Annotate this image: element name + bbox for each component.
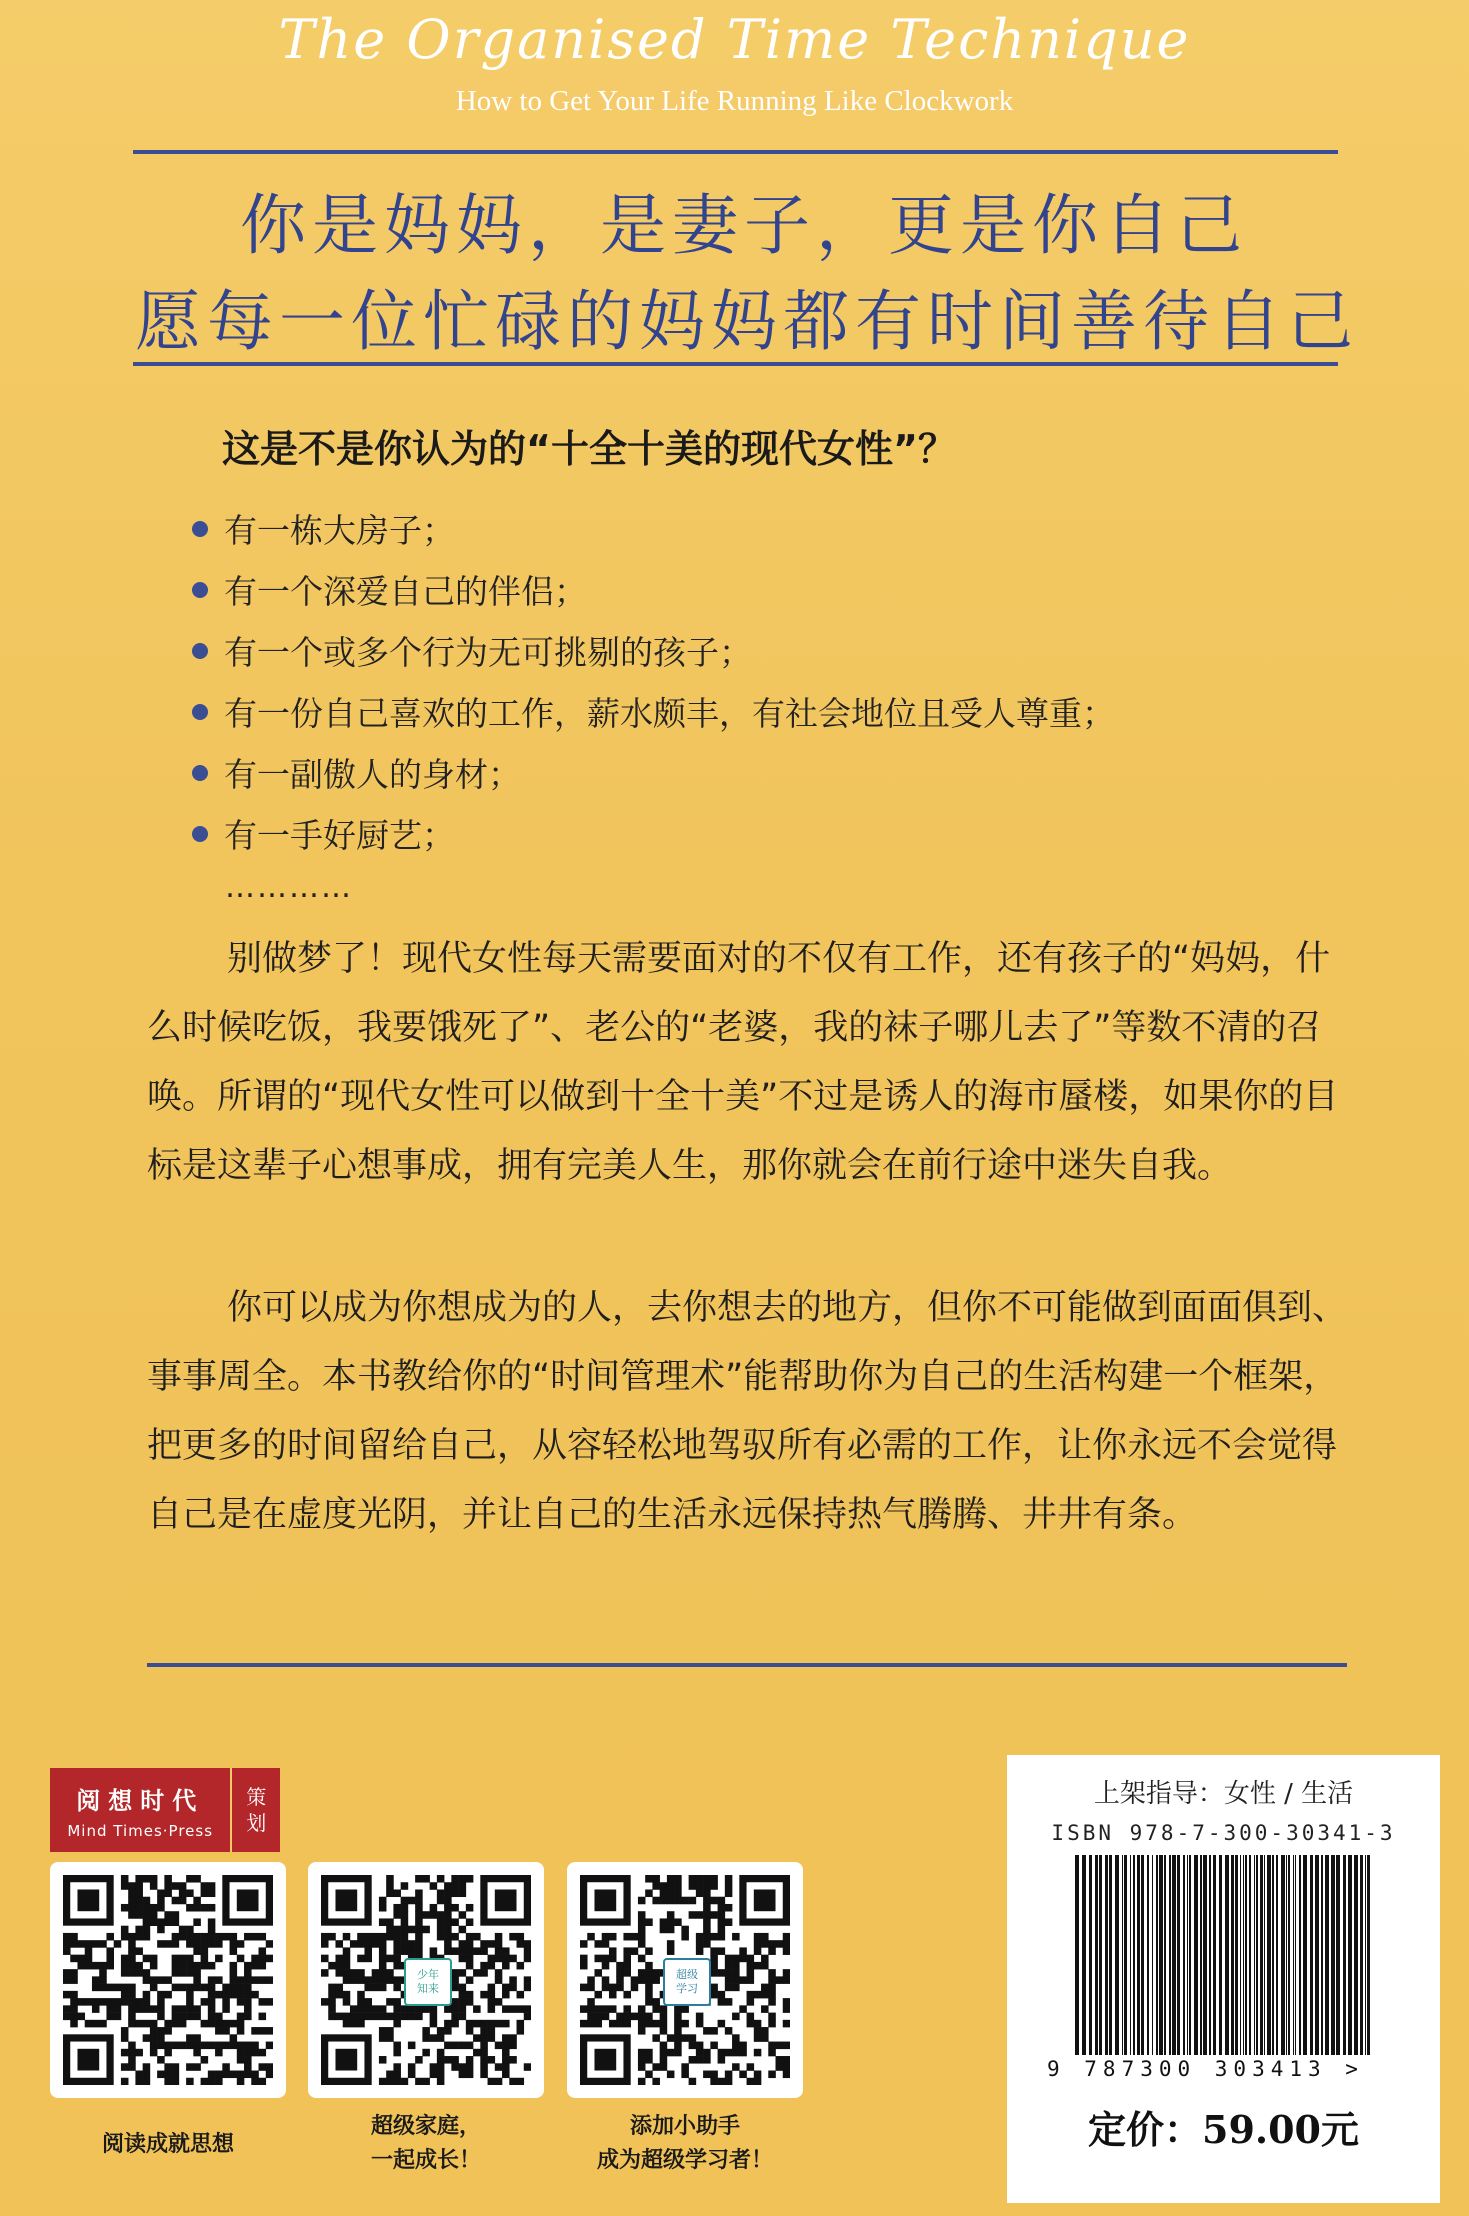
english-title: The Organised Time Technique <box>278 8 1191 71</box>
publisher-logo <box>50 1768 280 1852</box>
list-item: 有一副傲人的身材； <box>192 742 1342 803</box>
list-item: 有一栋大房子； <box>192 498 1342 559</box>
bullet-dot-icon <box>192 765 208 781</box>
qr-code-card[interactable] <box>308 1862 544 2098</box>
publisher-name-en: Mind Times·Press <box>67 1821 214 1840</box>
list-item: 有一份自己喜欢的工作，薪水颇丰，有社会地位且受人尊重； <box>192 681 1342 742</box>
shelf-guide: 上架指导：女性 / 生活 <box>1093 1779 1354 1809</box>
qr-code-card[interactable] <box>567 1862 803 2098</box>
headline-line-1: 你是妈妈，是妻子，更是你自己 <box>240 187 1248 264</box>
isbn-text: ISBN 978-7-300-30341-3 <box>1051 1821 1396 1845</box>
qr-caption: 超级家庭， 一起成长！ <box>370 2114 481 2173</box>
headline-line-2: 愿每一位忙碌的妈妈都有时间善待自己 <box>135 283 1359 360</box>
bullet-dot-icon <box>192 521 208 537</box>
publisher-role-char: 策 <box>246 1785 267 1809</box>
qr-caption: 添加小助手 成为超级学习者！ <box>596 2114 773 2173</box>
bullet-dot-icon <box>192 704 208 720</box>
list-item: 有一手好厨艺； <box>192 803 1342 864</box>
bullet-dot-icon <box>192 643 208 659</box>
publisher-role-char: 划 <box>246 1811 267 1835</box>
list-item: 有一个或多个行为无可挑剔的孩子； <box>192 620 1342 681</box>
qr-code-card[interactable] <box>50 1862 286 2098</box>
price-text: 定价：59.00元 <box>1088 2107 1359 2152</box>
qr-code-icon <box>63 1875 273 2085</box>
bullet-dot-icon <box>192 826 208 842</box>
bullet-list <box>192 498 1342 864</box>
question-heading: 这是不是你认为的“十全十美的现代女性”？ <box>222 427 956 471</box>
barcode-panel <box>1007 1755 1440 2203</box>
qr-caption: 阅读成就思想 <box>101 2132 234 2157</box>
paragraph-1: 别做梦了！现代女性每天需要面对的不仅有工作，还有孩子的“妈妈，什么时候吃饭，我要饿死了”、老公的“老婆，我的袜子哪儿去了”等数不清的召唤。所谓的“现代女性可以做到十全十美”不过是诱人的海市蜃楼，如果你的目标是这辈子心想事成，拥有完美人生，那你就会在前行途中迷失自我。 <box>147 939 1339 1186</box>
english-subtitle: How to Get Your Life Running Like Clockwork <box>455 85 1014 117</box>
qr-center-logo: 少年 知来 <box>404 1958 452 2006</box>
paragraph-2: 你可以成为你想成为的人，去你想去的地方，但你不可能做到面面俱到、事事周全。本书教给你的“时间管理术”能帮助你为自己的生活构建一个框架，把更多的时间留给自己，从容轻松地驾驭所有必需的工作，让你永远不会觉得自己是在虚度光阴，并让自己的生活永远保持热气腾腾、井井有条。 <box>147 1288 1348 1535</box>
publisher-name-cn: 阅想时代 <box>76 1786 205 1815</box>
divider-top <box>133 150 1338 154</box>
list-ellipsis: ………… <box>225 870 353 905</box>
list-item: 有一个深爱自己的伴侣； <box>192 559 1342 620</box>
divider-bottom <box>147 1663 1347 1667</box>
barcode-icon <box>1075 1855 1375 2055</box>
barcode-digits: 9 787300 303413 > <box>1047 2057 1364 2081</box>
qr-center-logo: 超级 学习 <box>663 1958 711 2006</box>
bullet-dot-icon <box>192 582 208 598</box>
divider-headline <box>133 362 1338 366</box>
